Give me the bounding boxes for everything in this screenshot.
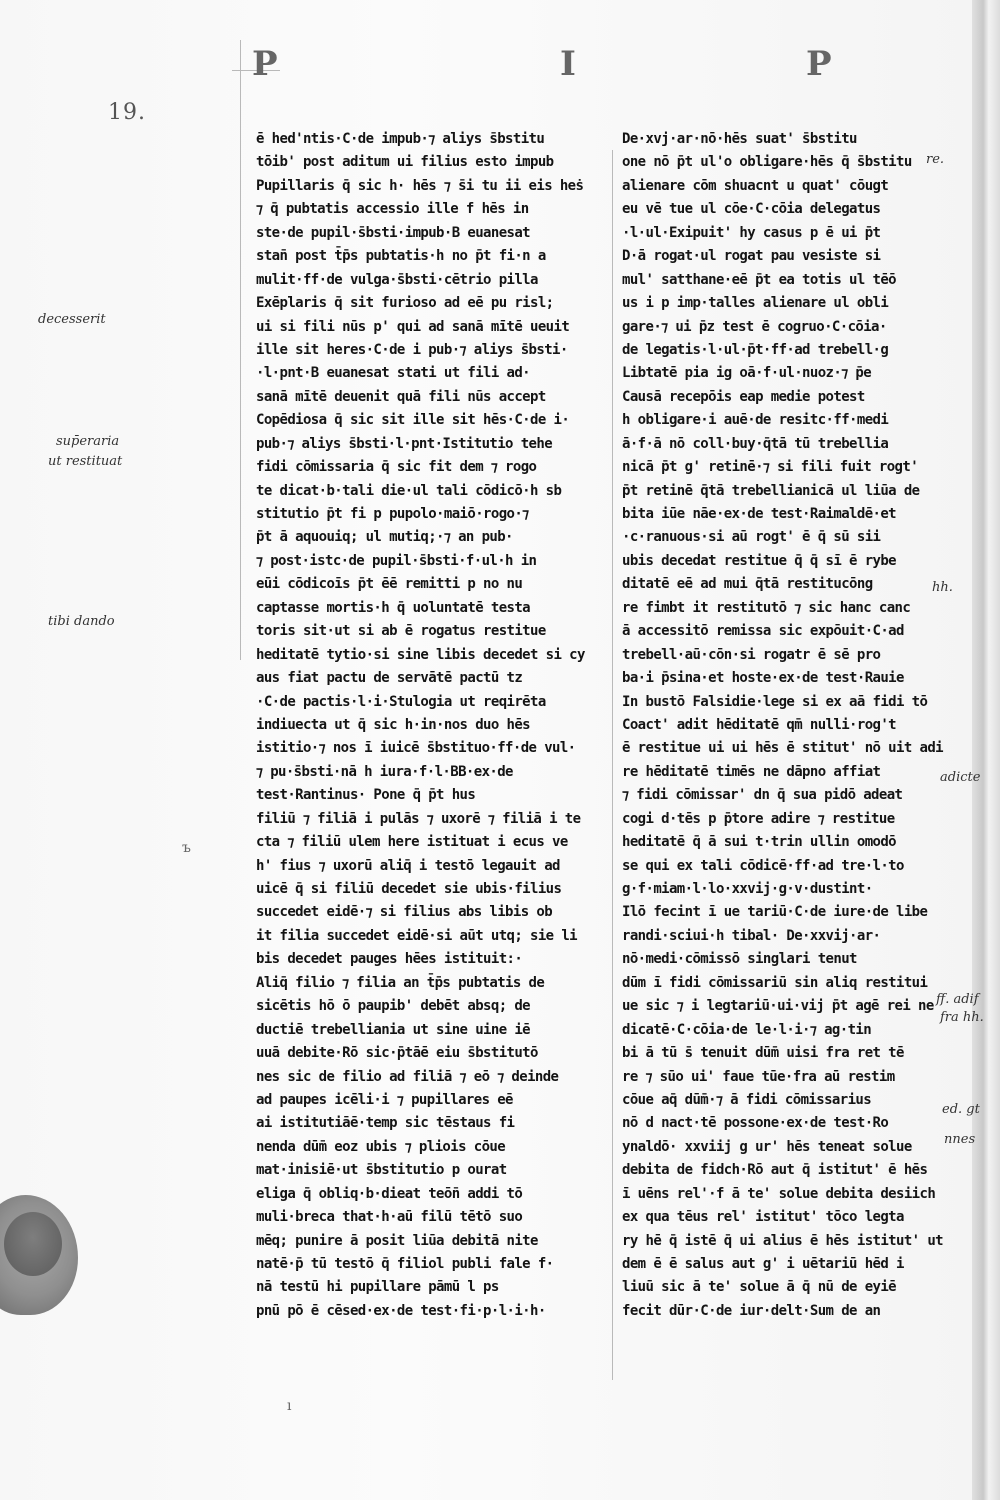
text-line: te dicat·b·tali die·ul tali cōdicō·h sb bbox=[256, 482, 562, 499]
margin-note: ut restituat bbox=[48, 454, 123, 469]
text-line: uuā debite·Rō sic·p̄tāē eiu s̄bstitutō bbox=[256, 1045, 538, 1062]
folio-number: 19. bbox=[108, 100, 146, 125]
text-line: ui si fili nūs p' qui ad sanā mītē ueuit bbox=[256, 318, 570, 335]
text-line: Copēdiosa q̄ sic sit ille sit hēs·C·de i· bbox=[256, 412, 570, 429]
text-line: ba·i p̄sina·et hoste·ex·de test·Rauie bbox=[622, 670, 904, 687]
text-line: natē·p̄ tū testō q̄ filiol publi fale f· bbox=[256, 1256, 554, 1272]
text-line: De·xvj·ar·nō·hēs suat' s̄bstitu bbox=[622, 131, 857, 147]
text-line: ·l·ul·Exipuit' hy casus p ē ui p̄t bbox=[622, 224, 881, 241]
text-line: mul' satthane·eē p̄t ea totis ul tēō bbox=[622, 271, 897, 288]
text-line: stan̄ post t̄p̄s pubtatis·h no p̄t fi·n a bbox=[256, 248, 546, 265]
text-line: cōue aq̄ dūm̄·⁊ ā fidi cōmissarius bbox=[622, 1091, 872, 1108]
text-line: sicētis hō ō paupib' debēt absq; de bbox=[256, 998, 531, 1015]
text-line: sanā mītē deuenit quā fili nūs accept bbox=[256, 388, 546, 405]
text-line: Aliq̄ filio ⁊ filia an t̄p̄s pubtatis de bbox=[256, 974, 545, 991]
text-line: Ilō fecint ī ue tariū·C·de iure·de libe bbox=[622, 904, 928, 921]
margin-note: tibi dando bbox=[48, 614, 115, 629]
text-line: ditatē eē ad mui q̄tā restitucōng bbox=[622, 576, 873, 593]
text-line: tōib' post aditum ui filius esto impub bbox=[256, 154, 554, 171]
margin-note: adicte bbox=[940, 770, 981, 785]
text-line: indiuecta ut q̄ sic h·in·nos duo hēs bbox=[256, 716, 531, 733]
text-line: ⁊ post·istc·de pupil·s̄bsti·f·ul·h in bbox=[256, 552, 537, 569]
text-line: aus fiat pactu de servātē pactū tz bbox=[256, 670, 523, 687]
text-line: ste·de pupil·s̄bsti·impub·B euanesat bbox=[256, 224, 531, 241]
text-line: muli·breca that·h·aū filū tētō suo bbox=[256, 1209, 523, 1226]
text-line: bis decedet pauges hēes istituit:· bbox=[256, 951, 523, 968]
text-line: randi·sciui·h tibal· De·xxvij·ar· bbox=[622, 927, 881, 944]
text-line: nes sic de filio ad filiā ⁊ eō ⁊ deinde bbox=[256, 1068, 559, 1085]
text-line: In bustō Falsidie·lege si ex aā fidi tō bbox=[622, 693, 928, 710]
text-line: heditatē q̄ ā sui t·trin ullin omodō bbox=[622, 834, 897, 851]
text-line: dūm ī fidi cōmissariū sin aliq restitui bbox=[622, 974, 928, 991]
text-line: cta ⁊ filiū ulem here istituat i ecus ve bbox=[256, 834, 568, 851]
text-line: p̄t ā aquouiq; ul mutiq;·⁊ an pub· bbox=[256, 529, 513, 546]
margin-note: ed. gt bbox=[942, 1102, 980, 1117]
stray-mark: ъ bbox=[182, 840, 191, 856]
text-line: heditatē tytio·si sine libis decedet si cy bbox=[256, 646, 585, 663]
text-line: ā·f·ā nō coll·buy·q̄tā tū trebellia bbox=[622, 435, 889, 452]
margin-note: decesserit bbox=[38, 312, 106, 327]
text-line: ⁊ fidi cōmissar' dn q̄ sua pidō adeat bbox=[622, 787, 903, 804]
text-line: it filia succedet eidē·si aūt utq; sie li bbox=[256, 927, 577, 944]
text-line: ynaldō· xxviij g ur' hēs teneat solue bbox=[622, 1138, 912, 1155]
page-edge bbox=[972, 0, 1000, 1500]
text-line: se qui ex tali cōdicē·ff·ad tre·l·to bbox=[622, 857, 904, 874]
text-line: liuū sic ā te' solue ā q̄ nū de eyiē bbox=[622, 1279, 897, 1296]
text-line: re ⁊ sūo ui' faue tūe·fra aū restim bbox=[622, 1068, 895, 1085]
text-line: ille sit heres·C·de i pub·⁊ aliys s̄bsti· bbox=[256, 341, 568, 358]
text-line: ubis decedat restitue q̄ q̄ sī ē rybe bbox=[622, 552, 897, 569]
text-line: nicā p̄t g' retinē·⁊ si fili fuit rogt' bbox=[622, 459, 919, 476]
text-line: re fimbt it restitutō ⁊ sic hanc canc bbox=[622, 599, 911, 616]
text-column-left bbox=[256, 128, 586, 1323]
text-line: ā accessitō remissa sic expōuit·C·ad bbox=[622, 623, 904, 640]
margin-note: fra hh. bbox=[940, 1010, 984, 1025]
text-line: ī uēns rel'·f ā te' solue debita desiich bbox=[622, 1185, 936, 1202]
text-line: toris sit·ut si ab ē rogatus restitue bbox=[256, 623, 546, 640]
text-line: re hēditatē timēs ne dāpno affiat bbox=[622, 763, 881, 780]
text-line: bi ā tū s̄ tenuit dūm̄ uisi fra ret tē bbox=[622, 1045, 904, 1062]
text-line: ry hē q̄ istē q̄ ui alius ē hēs istitut' ut bbox=[622, 1232, 943, 1249]
text-line: eliga q̄ obliq·b·dieat teōn̄ addi tō bbox=[256, 1185, 523, 1202]
margin-note: sup̄eraria bbox=[56, 434, 120, 449]
text-line: mat·inisiē·ut s̄bstitutio p ourat bbox=[256, 1162, 507, 1179]
text-line: bita iūe nāe·ex·de test·Raimaldē·et bbox=[622, 506, 897, 522]
ruling-line-left bbox=[240, 40, 241, 660]
text-line: dicatē·C·cōia·de le·l·i·⁊ ag·tin bbox=[622, 1021, 872, 1038]
text-line: cogi d·tēs p p̄tore adire ⁊ restitue bbox=[622, 810, 895, 827]
text-line: eūi cōdicoīs p̄t ēē remitti p no nu bbox=[256, 576, 523, 593]
margin-note: ff. adif bbox=[936, 992, 979, 1007]
text-line: Causā recepōis eap medie potest bbox=[622, 388, 865, 405]
text-column-right bbox=[622, 128, 952, 1323]
text-line: Libtatē pia ig oā·f·ul·nuoz·⁊ p̄e bbox=[622, 365, 872, 382]
text-line: ductiē trebelliania ut sine uine iē bbox=[256, 1021, 531, 1038]
text-line: nenda dūm̄ eoz ubis ⁊ pliois cōue bbox=[256, 1138, 506, 1155]
text-line: istitio·⁊ nos ī iuicē s̄bstituo·ff·de vul· bbox=[256, 740, 576, 757]
text-line: ex qua tēus rel' istitut' tōco legta bbox=[622, 1209, 904, 1226]
text-line: nō d nact·tē possone·ex·de test·Ro bbox=[622, 1115, 889, 1132]
text-line: de legatis·l·ul·p̄t·ff·ad trebell·g bbox=[622, 341, 889, 358]
margin-note: re. bbox=[926, 152, 945, 167]
text-line: ad paupes icēli·i ⁊ pupillares eē bbox=[256, 1091, 513, 1108]
text-line: fecit dūr·C·de iur·delt·Sum de an bbox=[622, 1302, 881, 1319]
text-line: pnū pō ē cēsed·ex·de test·fi·p·l·i·h· bbox=[256, 1302, 546, 1319]
ruling-line-center bbox=[612, 150, 613, 1380]
text-line: stitutio p̄t fi p pupolo·maiō·rogo·⁊ bbox=[256, 506, 529, 522]
text-line: nō·medi·cōmissō singlari tenut bbox=[622, 951, 857, 968]
running-head-center: I bbox=[560, 44, 576, 84]
text-line: us i p imp·talles alienare ul obli bbox=[622, 295, 889, 312]
text-line: uicē q̄ si filiū decedet sie ubis·filius bbox=[256, 881, 562, 897]
text-line: ue sic ⁊ i legtariū·ui·vij p̄t agē rei ne bbox=[622, 998, 934, 1015]
text-line: mēq; punire ā posit liūa debitā nite bbox=[256, 1232, 538, 1249]
text-line: Coact' adit hēditatē qm̄ nulli·rog't bbox=[622, 716, 897, 733]
text-line: nā testū hi pupillare pāmū l ps bbox=[256, 1279, 499, 1296]
text-line: ·l·pnt·B euanesat stati ut fili ad· bbox=[256, 365, 531, 382]
text-line: ai istitutiāē·temp sic tēstaus fi bbox=[256, 1115, 515, 1132]
running-head-right: P bbox=[806, 44, 832, 84]
text-line: Pupillaris q̄ sic h· hēs ⁊ s̄i tu ii eis heṡ bbox=[256, 177, 584, 194]
text-line: D·ā rogat·ul rogat pau vesiste si bbox=[622, 248, 881, 265]
text-line: ⁊ pu·s̄bsti·nā h iura·f·l·BB·ex·de bbox=[256, 763, 513, 780]
text-line: succedet eidē·⁊ si filius abs libis ob bbox=[256, 904, 553, 921]
text-line: h' fius ⁊ uxorū aliq̄ i testō legauit ad bbox=[256, 857, 560, 874]
text-line: dem ē ē salus aut g' i uētariū hēd i bbox=[622, 1256, 904, 1272]
text-line: ·C·de pactis·l·i·Stulogia ut reqirēta bbox=[256, 693, 546, 710]
text-line: h obligare·i auē·de resitc·ff·medi bbox=[622, 412, 889, 429]
running-head-left: P bbox=[252, 44, 278, 84]
text-line: ⁊ q̄ pubtatis accessio ille f hēs in bbox=[256, 201, 529, 218]
text-line: ē hed'ntis·C·de impub·⁊ aliys s̄bstitu bbox=[256, 131, 545, 147]
text-line: test·Rantinus· Pone q̄ p̄t hus bbox=[256, 787, 476, 804]
text-line: alienare cōm shuacnt u quat' cōugt bbox=[622, 177, 889, 194]
text-line: ē restitue ui ui hēs ē stitut' nō uit adi bbox=[622, 740, 943, 757]
text-line: filiū ⁊ filiā i pulās ⁊ uxorē ⁊ filiā i te bbox=[256, 810, 581, 827]
text-line: ·c·ranuous·si aū rogt' ē q̄ sū sii bbox=[622, 529, 881, 546]
text-line: one nō p̄t ul'o obligare·hēs q̄ s̄bstitu bbox=[622, 154, 912, 171]
text-line: pub·⁊ aliys s̄bsti·l·pnt·Istitutio tehe bbox=[256, 435, 553, 452]
text-line: g·f·miam·l·lo·xxvij·g·v·dustint· bbox=[622, 881, 873, 897]
text-line: debita de fidch·Rō aut q̄ istitut' ē hēs bbox=[622, 1162, 928, 1179]
margin-note: hh. bbox=[932, 580, 953, 595]
stray-mark: ı bbox=[287, 1398, 292, 1414]
text-line: captasse mortis·h q̄ uoluntatē testa bbox=[256, 599, 531, 616]
text-line: Exēplaris q̄ sit furioso ad eē pu risl; bbox=[256, 295, 554, 312]
thumbnail-shape bbox=[4, 1212, 62, 1276]
text-line: trebell·aū·cōn·si rogatr ē sē pro bbox=[622, 646, 881, 663]
text-line: fidi cōmissaria q̄ sic fit dem ⁊ rogo bbox=[256, 459, 537, 476]
text-line: p̄t retinē q̄tā trebellianicā ul liūa de bbox=[622, 482, 920, 499]
text-line: gare·⁊ ui p̄z test ē cogruo·C·cōia· bbox=[622, 318, 887, 335]
margin-note: nnes bbox=[944, 1132, 976, 1147]
text-line: eu vē tue ul cōe·C·cōia delegatus bbox=[622, 201, 881, 218]
text-line: mulit·ff·de vulga·s̄bsti·cētrio pilla bbox=[256, 271, 538, 288]
